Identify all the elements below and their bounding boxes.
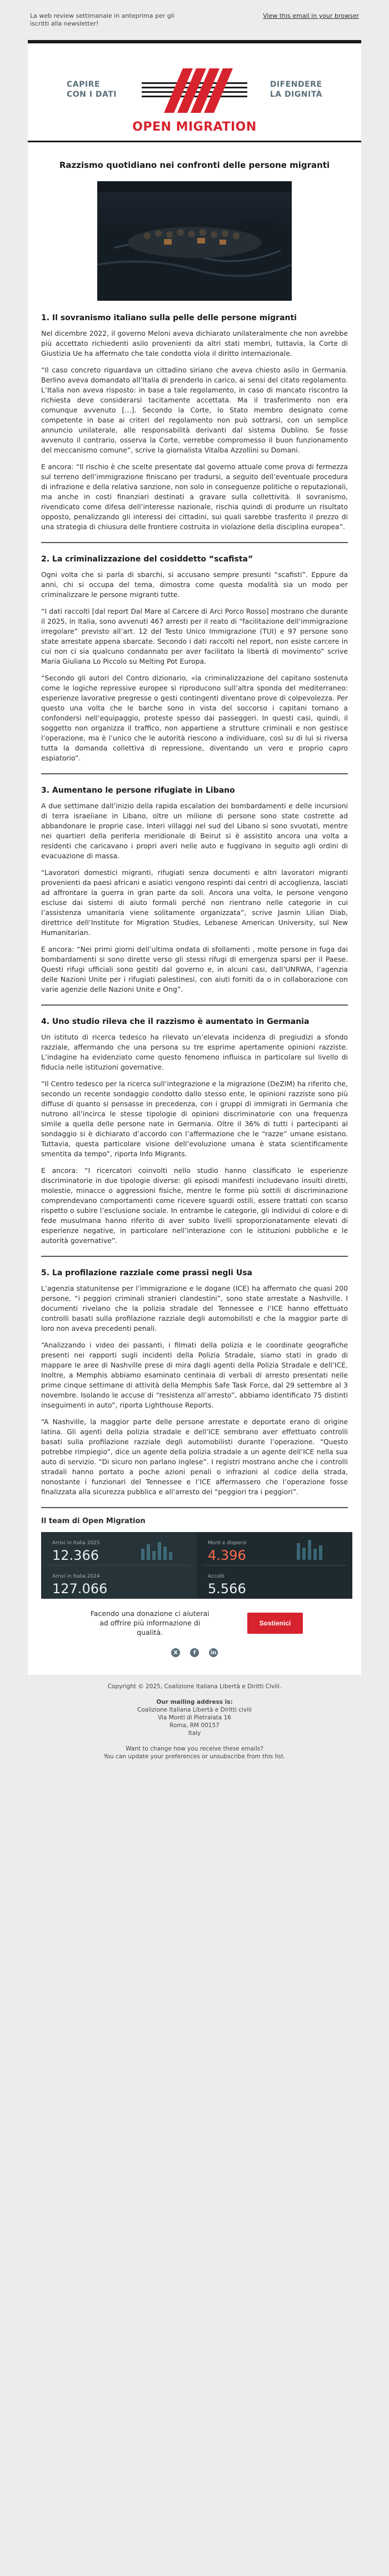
x-twitter-icon[interactable]: X bbox=[171, 1648, 180, 1657]
footer bbox=[28, 1675, 361, 1783]
section-3-heading: 3. Aumentano le persone rifugiate in Libano bbox=[41, 786, 235, 795]
team-signature: Il team di Open Migration bbox=[41, 1517, 146, 1525]
section-5-para-1: L’agenzia statunitense per l’immigrazione e le dogane (ICE) ha affermato che quasi 200 persone, “i peggiori criminali stranieri clandestini”, sono state arrestate a Nashville. I documenti rivelano che la polizia stradale del Tennessee e l’ICE hanno effettuato controlli basati sulla profilazione razziale degli automobilisti e che la maggior parte di loro non aveva precedenti penali. bbox=[41, 1284, 348, 1332]
footer-copyright: Copyright © 2025, Coalizione Italiana Libertà e Diritti Civili. bbox=[107, 1683, 282, 1690]
dash-value-3: 4.396 bbox=[208, 1548, 246, 1563]
dash-label-1: Arrivi in Italia 2025 bbox=[52, 1540, 100, 1546]
footer-change-1: Want to change how you receive these emails? bbox=[126, 1745, 263, 1752]
section-5-para-2: “Analizzando i video dei passanti, i filmati della polizia e le coordinate geografiche presenti nei rapporti sugli incidenti della Polizia Stradale, siamo stati in grado di mappare le aree di Nashville prese di mira dagli agenti della Polizia Stradale e dell’ICE. Inoltre, a Memphis abbiamo esaminato centinaia di verbali di arresto presentati nelle prime cinque settimane di attività della Memphis Safe Task Force, dal 29 settembre al 3 novembre. Isolando le accuse di “resistenza all’arresto”, abbiamo identificato 75 distinti inseguimenti in auto”, riporta Lighthouse Reports. bbox=[41, 1341, 348, 1409]
section-2-heading: 2. La criminalizzazione del cosiddetto “scafista” bbox=[41, 555, 253, 564]
main-content bbox=[28, 142, 361, 1675]
section-4-para-2: “Il Centro tedesco per la ricerca sull’integrazione e la migrazione (DeZIM) ha riferito che, secondo un recente sondaggio condotto dallo stesso ente, le opinioni razziste sono più diffuse di quanto si pensasse in precedenza, con i gruppi di immigrati in Germania che nutrono all’incirca le stesse tipologie di opinioni discriminatorie con una frequenza simile a quella delle persone nate in Germania. Oltre il 36% di tutti i partecipanti al sondaggio si è dichiarato d’accordo con l’affermazione che le “razze” umane esistano. Tuttavia, questa particolare visione dell’evoluzione umana è stata scientificamente smentita da tempo”, riporta Info Migrants. bbox=[41, 1080, 348, 1158]
section-4-heading: 4. Uno studio rileva che il razzismo è aumentato in Germania bbox=[41, 1017, 310, 1026]
tagline-left bbox=[67, 79, 117, 100]
section-1-para-2: “Il caso concreto riguardava un cittadino siriano che aveva chiesto asilo in Germania. Berlino aveva domandato all’Italia di prenderlo in carico, ai sensi del citato regolamento. L’Italia non aveva risposto: in base a tale regolamento, in caso di mancato riscontro la richiesta deve considerarsi tacitamente accettata. Ma il trasferimento non era comunque avvenuto […]. Secondo la Corte, lo Stato membro designato come competente in base ai criteri del regolamento non può sottrarsi, con un semplice annuncio unilaterale, alle responsabilità derivanti dal sistema Dublino. Se fosse avvenuto il contrario, osserva la Corte, verrebbe compromesso il buon funzionamento del meccanismo comune”, scrive la giornalista Vitalba Azzollini su Domani. bbox=[41, 366, 348, 454]
dash-label-4: Accolti bbox=[208, 1574, 225, 1579]
divider bbox=[41, 1256, 348, 1257]
section-1 bbox=[41, 313, 348, 532]
section-2-para-3: “Secondo gli autori del Contro dizionario, «la criminalizzazione del capitano sostenuta come le logiche repressive europee si riproducono sull’altra sponda del mediterraneo: esperienze lavorative pregresse o gesti contingenti diventano prove di colpevolezza. Per questo una volta che le barche sono in vista del soccorso i capitani tornano a confondersi nell’equipaggio, proteste spesso dai passeggeri. In questi casi, quindi, il soggetto non organizza il traffico, non appartiene a strutture criminali e non gestisce l’operazione, ma è l’unico che le autorità riescono a individuare, così su di lui si riversa tutta la domanda collettiva di repressione, diventando un vero e proprio capro espiatorio”. bbox=[41, 674, 348, 762]
data-dashboard-banner[interactable] bbox=[41, 1532, 352, 1599]
tagline-right-2: LA DIGNITÀ bbox=[270, 90, 322, 99]
section-3-para-2: “Lavoratori domestici migranti, rifugiati senza documenti e altri lavoratori migranti provenienti da paesi africani e asiatici vengono respinti dai centri di accoglienza, lasciati ad affrontare la guerra in gran parte da soli. Ancora una volta, le persone vengono escluse dai sistemi di aiuto formali perché non rientrano nelle categorie in cui l’assistenza umanitaria viene solitamente organizzata”, scrive Jasmin Lilian Diab, direttrice dell’Institute for Migration Studies, Lebanese American University, sul New Humanitarian. bbox=[41, 868, 348, 937]
newsletter-title: Razzismo quotidiano nei confronti delle persone migranti bbox=[59, 160, 330, 170]
tagline-left-1: CAPIRE bbox=[67, 80, 100, 89]
divider bbox=[41, 1507, 348, 1508]
preheader-text: La web review settimanale in anteprima per gli iscritti alla newsletter! bbox=[30, 12, 174, 27]
section-4-para-3: E ancora: “I ricercatori coinvolti nello studio hanno classificato le esperienze discriminatorie in due tipologie diverse: gli episodi manifesti includevano insulti diretti, molestie, minacce o aggressioni fisiche, mentre le forme più sottili di discriminazione comprendevano comportamenti come ricevere sguardi ostili, essere trattati con scarso rispetto o subire l’esclusione sociale. In entrambe le categorie, gli individui di colore e di fede musulmana hanno riferito di aver subito livelli sproporzionatamente elevati di esperienze negative, in particolare nell’interazione con le istituzioni pubbliche e le autorità governative”. bbox=[41, 1166, 348, 1245]
support-block bbox=[41, 1609, 348, 1637]
tagline-right-1: DIFENDERE bbox=[270, 80, 322, 89]
section-2 bbox=[41, 554, 348, 763]
preheader bbox=[28, 12, 361, 28]
section-1-para-3: E ancora: “Il rischio è che scelte presentate dal governo attuale come prova di fermezza sul terreno dell’immigrazione finiscano per tradursi, a seguito dell’eventuale procedura di infrazione e della relativa sanzione, non solo in conseguenze politiche o reputazionali, ma anche in costi finanziari destinati a gravare sulla collettività. Il sovranismo, rivendicato come difesa dell’interesse nazionale, rischia quindi di produrre un risultato opposto, penalizzando gli interessi dei cittadini, sui quali sarebbe trasferito il prezzo di una strategia di chiusura delle frontiere costruita in violazione della disciplina europea”. bbox=[41, 463, 348, 531]
section-1-para-1: Nel dicembre 2022, il governo Meloni aveva dichiarato unilateralmente che non avrebbe più accettato richiedenti asilo provenienti da altri stati membri, tuttavia, la Corte di Giustizia Ue ha affermato che tale condotta viola il diritto internazionale. bbox=[41, 329, 348, 357]
support-button[interactable]: Sostienici bbox=[247, 1613, 303, 1634]
section-4 bbox=[41, 1017, 348, 1246]
divider bbox=[41, 542, 348, 543]
tagline-left-2: CON I DATI bbox=[67, 90, 117, 99]
facebook-icon[interactable]: f bbox=[190, 1648, 199, 1657]
footer-mailing-title: Our mailing address is: bbox=[156, 1699, 233, 1705]
section-3-para-1: A due settimane dall’inizio della rapida escalation dei bombardamenti e delle incursioni di terra israeliane in Libano, oltre un milione di persone sono state costrette ad abbandonare le proprie case. Interi villaggi nel sud del Libano si sono svuotati, mentre nei quartieri della periferia meridionale di Beirut si è assistito ancora una volta a residenti che caricavano i propri averi nelle auto e fuggivano in seguito agli ordini di evacuazione di massa. bbox=[41, 802, 348, 860]
section-5-heading: 5. La profilazione razziale come prassi negli Usa bbox=[41, 1269, 252, 1277]
tagline-right bbox=[270, 79, 322, 100]
section-5-para-3: “A Nashville, la maggior parte delle persone arrestate e deportate erano di origine latina. Gli agenti della polizia stradale e dell’ICE sembrano aver effettuato controlli basati sulla profilazione razziale degli automobilisti durante l’operazione. “Questo potrebbe rimpiegio”, dice un agente della polizia stradale a un agente dell’ICE nella sua auto di servizio. “Di sicuro non parlano inglese”. I registri mostrano anche che i controlli stradali hanno portato a poche azioni penali o infrazioni al codice della strada, nonostante i funzionari del Tennessee e l’ICE affermassero che l’operazione fosse finalizzata alla sicurezza pubblica e all’arresto dei “peggiori tra i peggiori”. bbox=[41, 1418, 348, 1496]
dash-value-1: 12.366 bbox=[52, 1548, 99, 1563]
footer-address-4: Italy bbox=[188, 1730, 201, 1737]
dash-value-2: 127.066 bbox=[52, 1581, 108, 1597]
hero-photo-icon bbox=[97, 181, 292, 301]
linkedin-icon[interactable]: in bbox=[209, 1648, 218, 1657]
email-card bbox=[28, 40, 361, 1675]
support-text: Facendo una donazione ci aiuterai ad offrire più informazione di qualità. bbox=[90, 1609, 210, 1637]
section-2-para-2: “I dati raccolti [dal report Dal Mare al Carcere di Arci Porco Rosso] mostrano che durante il 2025, in Italia, sono avvenuti 467 arresti per il reato di “facilitazione dell’immigrazione irregolare” previsto all’art. 12 del Testo Unico Immigrazione (TUI) e 97 persone sono state arrestate appena sbarcate. Secondo i dati raccolti nel report, non esiste carcere in cui non ci sia qualcuno condannato per aver facilitato la libertà di movimento” scrive Maria Giuliana Lo Piccolo su Melting Pot Europa. bbox=[41, 607, 348, 665]
divider bbox=[41, 773, 348, 774]
section-3 bbox=[41, 785, 348, 994]
social-links bbox=[41, 1648, 348, 1657]
view-in-browser-link[interactable]: View this email in your browser bbox=[263, 12, 359, 19]
section-2-para-1: Ogni volta che si parla di sbarchi, si accusano sempre presunti “scafisti”. Eppure da anni, chi si occupa del tema, dimostra come questa modalità sia un modo per criminalizzare le persone migranti tutte. bbox=[41, 570, 348, 599]
footer-change-2[interactable]: You can update your preferences or unsubscribe from this list. bbox=[103, 1753, 286, 1760]
brand-name: OPEN MIGRATION bbox=[132, 120, 257, 134]
footer-address-1: Coalizione Italiana Libertà e Diritti civili bbox=[137, 1707, 252, 1713]
section-1-heading: 1. Il sovranismo italiano sulla pelle delle persone migranti bbox=[41, 314, 297, 322]
section-5 bbox=[41, 1268, 348, 1497]
footer-address-2: Via Monti di Pietralata 16 bbox=[157, 1714, 232, 1721]
open-migration-logo-icon bbox=[142, 60, 247, 121]
section-4-para-1: Un istituto di ricerca tedesco ha rilevato un’elevata incidenza di pregiudizi a sfondo razziale, affermando che una persona su tre esprime apertamente opinioni razziste. L’indagine ha evidenziato come questo fenomeno influisca in particolare sul livello di fiducia nelle istituzioni governative. bbox=[41, 1033, 348, 1071]
header bbox=[28, 43, 361, 141]
dash-label-2: Arrivi in Italia 2024 bbox=[52, 1574, 100, 1579]
dash-value-4: 5.566 bbox=[208, 1581, 246, 1597]
footer-address-3: Roma, RM 00157 bbox=[169, 1722, 220, 1729]
divider bbox=[41, 1004, 348, 1006]
dash-label-3: Morti e dispersi bbox=[208, 1540, 247, 1546]
section-3-para-3: E ancora: “Nei primi giorni dell’ultima ondata di sfollamenti , molte persone in fuga dai bombardamenti si sono dirette verso gli stessi rifugi di emergenza sparsi per il Paese. Questi rifugi ufficiali sono gestiti dal governo e, in alcuni casi, dall’UNRWA, l’agenzia delle Nazioni Unite per i rifugiati palestinesi, con aiuti forniti da o in collaborazione con varie agenzie delle Nazioni Unite e Ong”. bbox=[41, 945, 348, 993]
